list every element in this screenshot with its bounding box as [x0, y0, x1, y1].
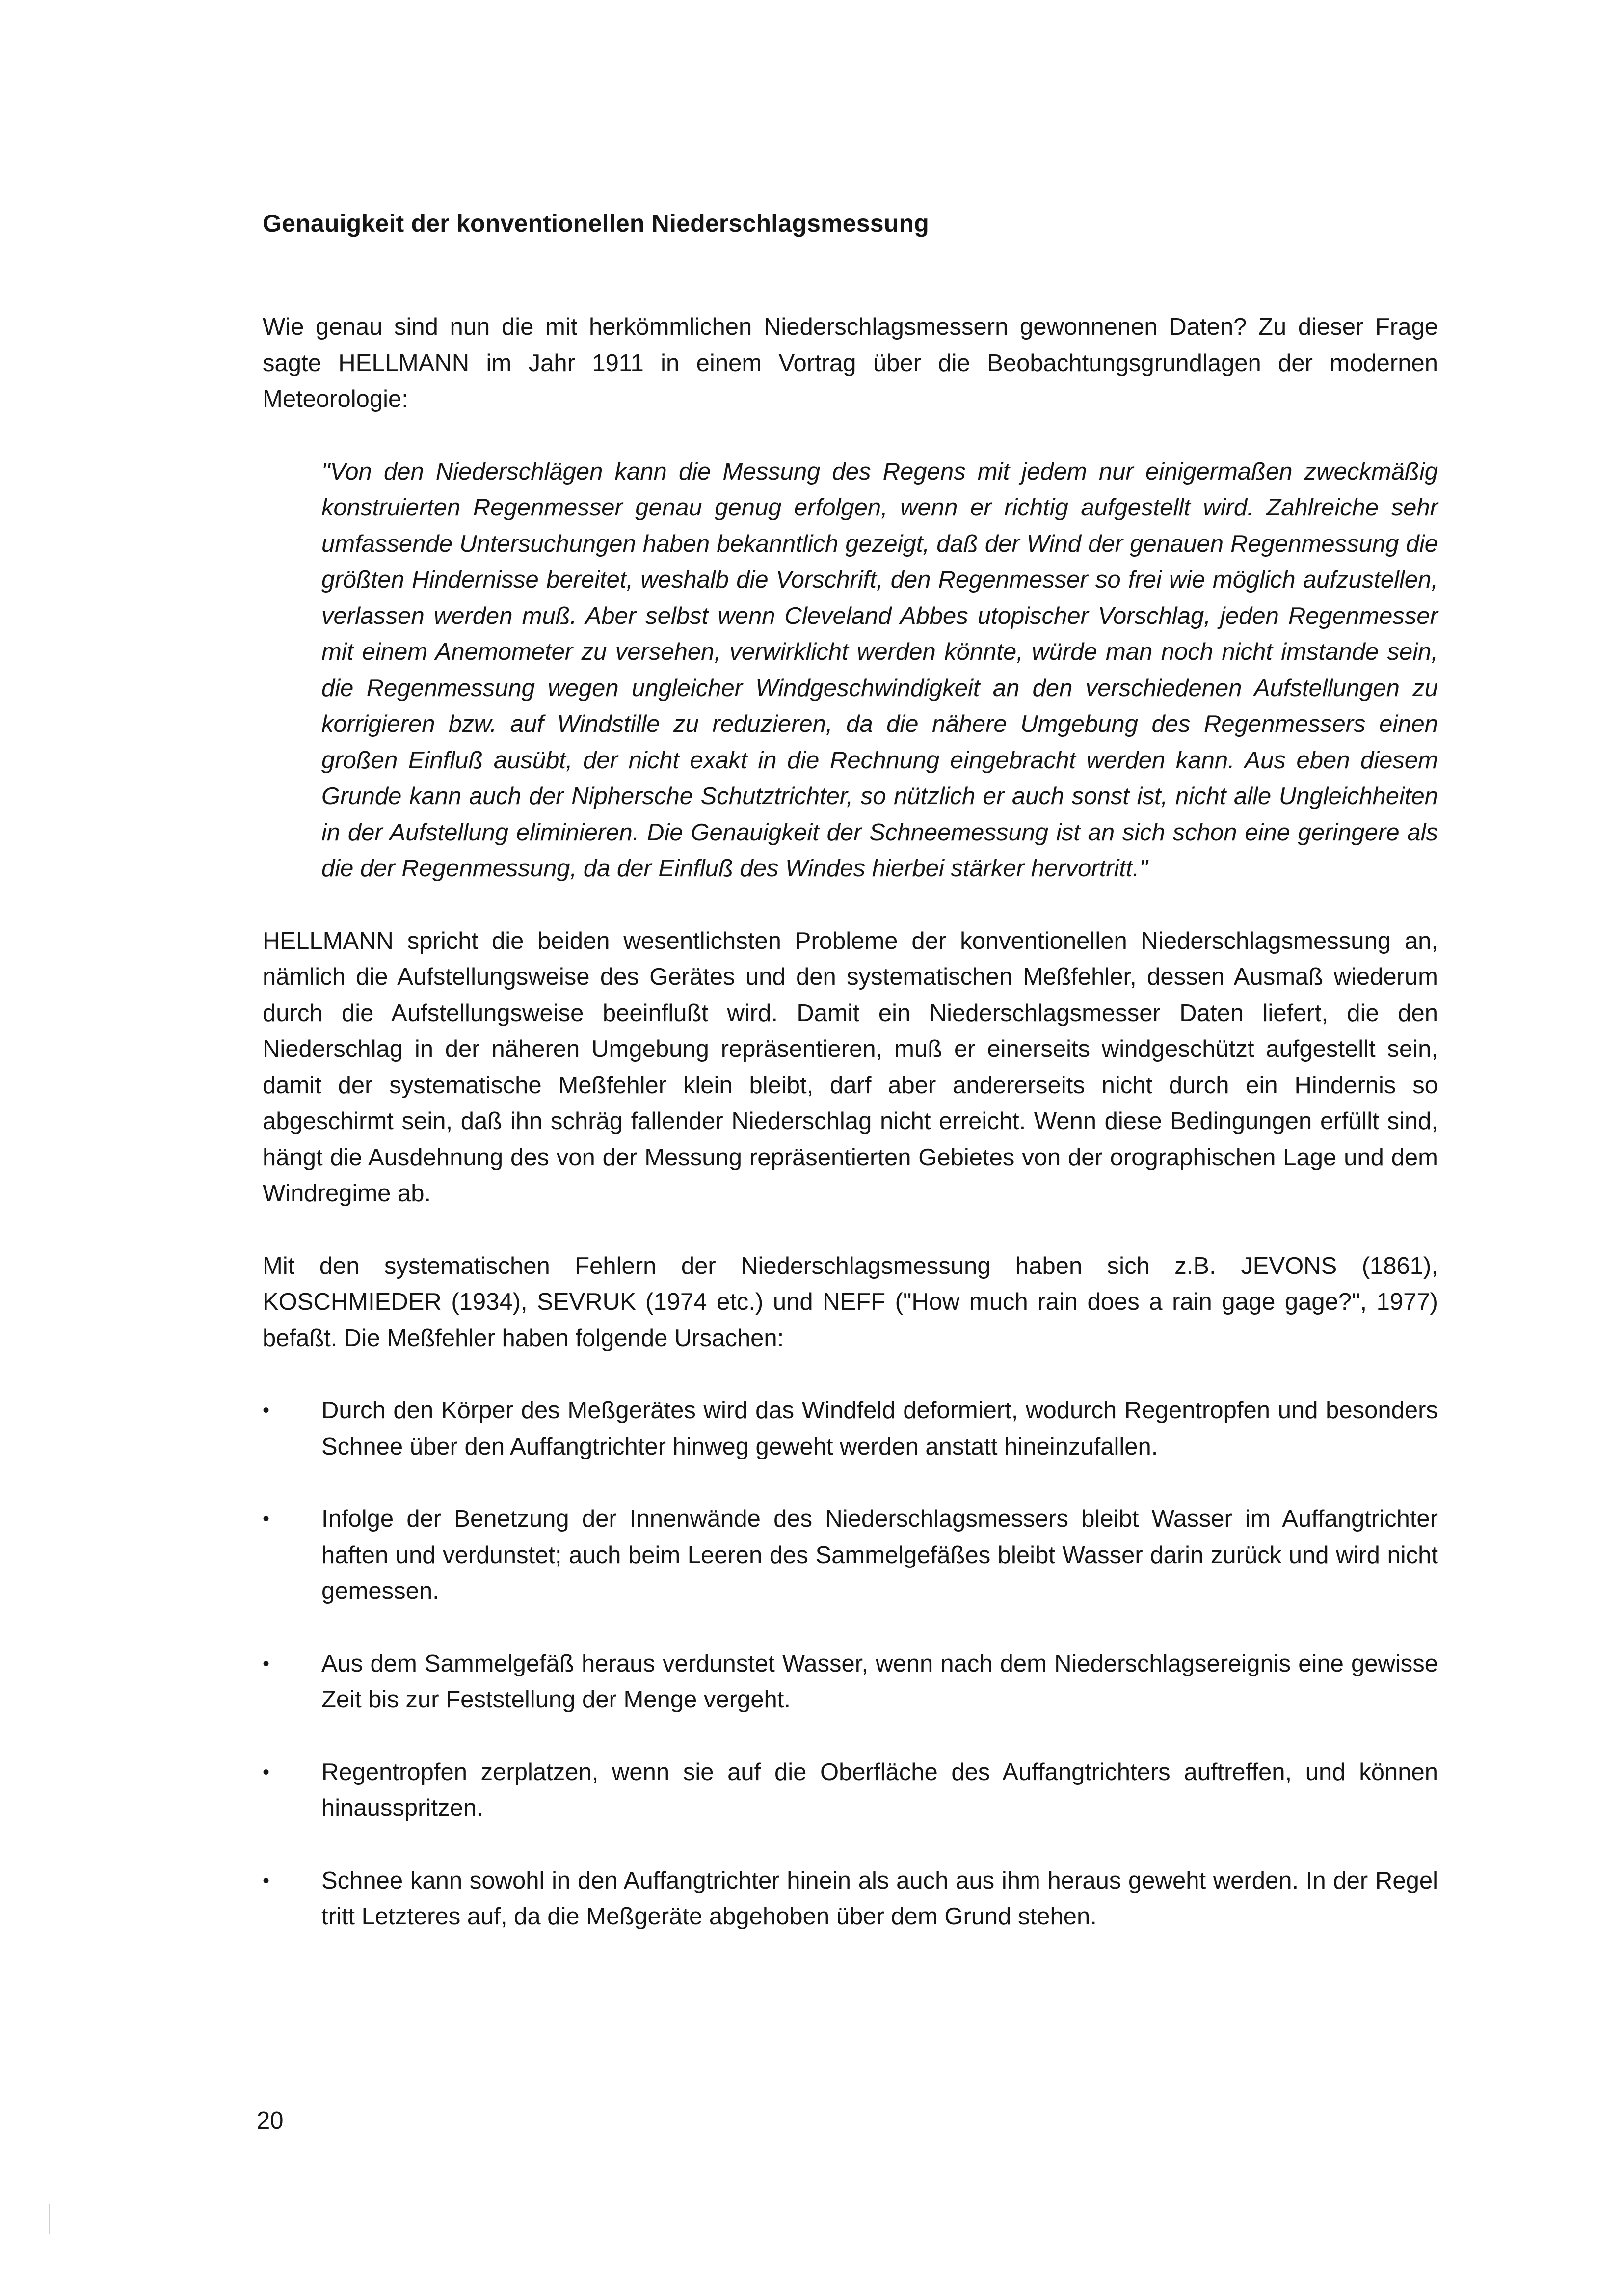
discussion-paragraph: HELLMANN spricht die beiden wesentlichsten Probleme der konventionellen Niederschlagsmessung an, nämlich die Aufstellungsweise des Gerätes und den systematischen Meßfehler, dessen Ausmaß wiederum durch die Aufstellungsweise beeinflußt wird. Damit ein Niederschlagsmesser Daten liefert, die den Niederschlag in der näheren Umgebung repräsentieren, muß er einerseits windgeschützt aufgestellt sein, damit der systematische Meßfehler klein bleibt, darf aber andererseits nicht durch ein Hindernis so abgeschirmt sein, daß ihn schräg fallender Niederschlag nicht erreicht. Wenn diese Bedingungen erfüllt sind, hängt die Ausdehnung des von der Messung repräsentierten Gebietes von der orographischen Lage und dem Windregime ab. — [263, 927, 1438, 1207]
bullet-icon: • — [263, 1761, 270, 1783]
list-item-text: Schnee kann sowohl in den Auffangtrichter hinein als auch aus ihm heraus geweht werden. In der Regel tritt Letzteres auf, da die Meßgeräte abgehoben über dem Grund stehen. — [321, 1867, 1438, 1930]
list-item — [263, 1863, 1438, 1935]
hellmann-quote: "Von den Niederschlägen kann die Messung des Regens mit jedem nur einigermaßen zweckmäßig konstruierten Regenmesser genau genug erfolgen, wenn er richtig aufgestellt wird. Zahlreiche sehr umfassende Untersuchungen haben bekanntlich gezeigt, daß der Wind der genauen Regenmessung die größten Hindernisse bereitet, weshalb die Vorschrift, den Regenmesser so frei wie möglich aufzustellen, verlassen werden muß. Aber selbst wenn Cleveland Abbes utopischer Vorschlag, jeden Regenmesser mit einem Anemometer zu versehen, verwirklicht werden könnte, würde man noch nicht imstande sein, die Regenmessung wegen ungleicher Windgeschwindigkeit an den verschiedenen Aufstellungen zu korrigieren bzw. auf Windstille zu reduzieren, da die nähere Umgebung des Regenmessers einen großen Einfluß ausübt, der nicht exakt in die Rechnung eingebracht werden kann. Aus eben diesem Grunde kann auch der Niphersche Schutztrichter, so nützlich er auch sonst ist, nicht alle Ungleichheiten in der Aufstellung eliminieren. Die Genauigkeit der Schneemessung ist an sich schon eine geringere als die der Regenmessung, da der Einfluß des Windes hierbei stärker hervortritt." — [321, 458, 1438, 882]
bullet-icon: • — [263, 1400, 270, 1421]
causes-intro-paragraph: Mit den systematischen Fehlern der Niederschlagsmessung haben sich z.B. JEVONS (1861), KOSCHMIEDER (1934), SEVRUK (1974 etc.) und NEFF ("How much rain does a rain gage gage?", 1977) befaßt. Die Meßfehler haben folgende Ursachen: — [263, 1252, 1438, 1351]
list-item — [263, 1755, 1438, 1827]
bullet-icon: • — [263, 1652, 270, 1675]
bullet-icon: • — [263, 1869, 270, 1891]
list-item — [263, 1501, 1438, 1610]
list-item — [263, 1393, 1438, 1465]
list-item-text: Regentropfen zerplatzen, wenn sie auf die Oberfläche des Auffangtrichters auftreffen, und können hinausspritzen. — [321, 1758, 1438, 1821]
document-body — [263, 206, 1438, 1972]
bullet-icon: • — [263, 1508, 270, 1530]
intro-paragraph: Wie genau sind nun die mit herkömmlichen Niederschlagsmessern gewonnenen Daten? Zu dieser Frage sagte HELLMANN im Jahr 1911 in einem Vortrag über die Beobachtungsgrundlagen der modernen Meteorologie: — [263, 314, 1438, 412]
list-item-text: Aus dem Sammelgefäß heraus verdunstet Wasser, wenn nach dem Niederschlagsereignis eine gewisse Zeit bis zur Feststellung der Menge vergeht. — [321, 1650, 1438, 1713]
page-number: 20 — [257, 2107, 284, 2134]
section-heading: Genauigkeit der konventionellen Niederschlagsmessung — [263, 210, 930, 237]
error-causes-list — [263, 1393, 1438, 1935]
list-item — [263, 1646, 1438, 1718]
scan-margin-mark — [49, 2204, 50, 2234]
list-item-text: Durch den Körper des Meßgerätes wird das Windfeld deformiert, wodurch Regentropfen und besonders Schnee über den Auffangtrichter hinweg geweht werden anstatt hineinzufallen. — [321, 1397, 1438, 1460]
list-item-text: Infolge der Benetzung der Innenwände des Niederschlagsmessers bleibt Wasser im Auffangtrichter haften und verdunstet; auch beim Leeren des Sammelgefäßes bleibt Wasser darin zurück und wird nicht gemessen. — [321, 1506, 1438, 1604]
